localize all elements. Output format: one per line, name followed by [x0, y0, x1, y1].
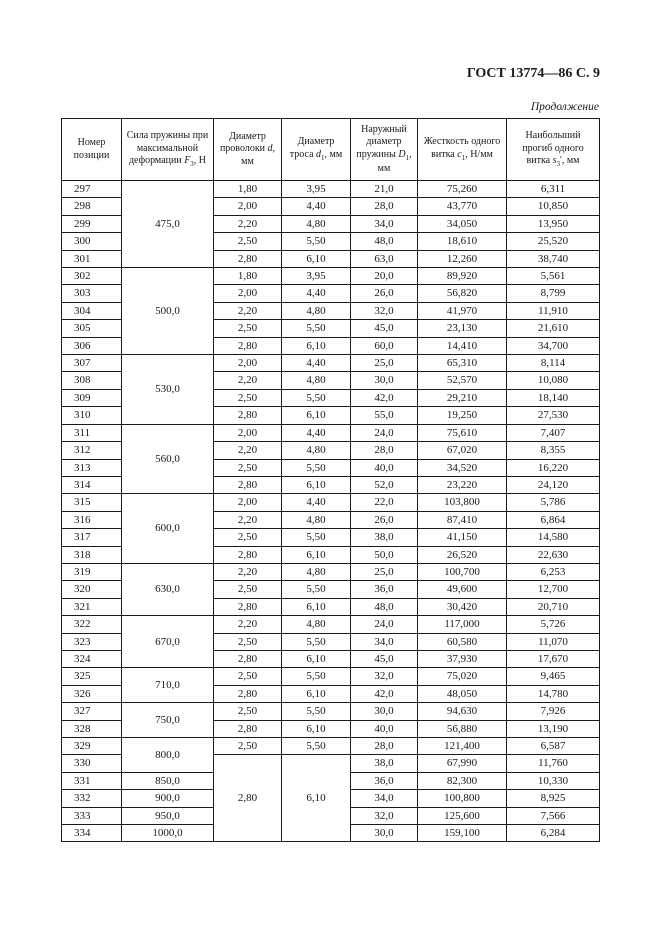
- rope-diameter-cell: 4,40: [282, 285, 351, 302]
- continuation-label: Продолжение: [530, 101, 599, 113]
- col-header-wire-diameter: Диаметр проволоки d, мм: [214, 119, 282, 181]
- rope-diameter-cell: 6,10: [282, 337, 351, 354]
- deflection-cell: 10,330: [507, 772, 600, 789]
- position-cell: 321: [62, 598, 122, 615]
- stiffness-cell: 29,210: [418, 389, 507, 406]
- rope-diameter-cell: 5,50: [282, 459, 351, 476]
- force-cell: 560,0: [122, 424, 214, 494]
- position-cell: 319: [62, 563, 122, 580]
- wire-diameter-cell: 2,50: [214, 459, 282, 476]
- position-cell: 309: [62, 389, 122, 406]
- wire-diameter-cell: 2,50: [214, 738, 282, 755]
- rope-diameter-cell: 6,10: [282, 250, 351, 267]
- wire-diameter-cell: 2,50: [214, 233, 282, 250]
- position-cell: 322: [62, 616, 122, 633]
- stiffness-cell: 121,400: [418, 738, 507, 755]
- outer-diameter-cell: 20,0: [351, 268, 418, 285]
- col-header-force: Сила пружины при максимальной деформации $F_3$, Н: [122, 119, 214, 181]
- position-cell: 307: [62, 355, 122, 372]
- deflection-cell: 8,355: [507, 442, 600, 459]
- rope-diameter-cell: 5,50: [282, 233, 351, 250]
- position-cell: 330: [62, 755, 122, 772]
- rope-diameter-cell: 4,80: [282, 511, 351, 528]
- rope-diameter-cell: 4,40: [282, 494, 351, 511]
- outer-diameter-cell: 24,0: [351, 424, 418, 441]
- wire-diameter-cell: 2,50: [214, 668, 282, 685]
- position-cell: 306: [62, 337, 122, 354]
- deflection-cell: 7,926: [507, 703, 600, 720]
- stiffness-cell: 37,930: [418, 650, 507, 667]
- stiffness-cell: 82,300: [418, 772, 507, 789]
- col-header-outer-diameter: Наружный диаметр пружины $D_1$, мм: [351, 119, 418, 181]
- outer-diameter-cell: 48,0: [351, 233, 418, 250]
- deflection-cell: 8,925: [507, 790, 600, 807]
- outer-diameter-cell: 22,0: [351, 494, 418, 511]
- stiffness-cell: 117,000: [418, 616, 507, 633]
- rope-diameter-cell: 6,10: [282, 685, 351, 702]
- force-cell: 950,0: [122, 807, 214, 824]
- wire-diameter-cell: 2,20: [214, 215, 282, 232]
- wire-diameter-cell: 2,80: [214, 476, 282, 493]
- table-row: [62, 703, 600, 720]
- outer-diameter-cell: 34,0: [351, 215, 418, 232]
- deflection-cell: 17,670: [507, 650, 600, 667]
- stiffness-cell: 41,970: [418, 302, 507, 319]
- force-cell: 600,0: [122, 494, 214, 564]
- deflection-cell: 5,786: [507, 494, 600, 511]
- outer-diameter-cell: 38,0: [351, 529, 418, 546]
- stiffness-cell: 60,580: [418, 633, 507, 650]
- deflection-cell: 22,630: [507, 546, 600, 563]
- stiffness-cell: 94,630: [418, 703, 507, 720]
- wire-diameter-cell: 1,80: [214, 268, 282, 285]
- outer-diameter-cell: 32,0: [351, 302, 418, 319]
- force-cell: 710,0: [122, 668, 214, 703]
- outer-diameter-cell: 40,0: [351, 459, 418, 476]
- wire-diameter-cell: 2,80: [214, 546, 282, 563]
- position-cell: 323: [62, 633, 122, 650]
- stiffness-cell: 100,800: [418, 790, 507, 807]
- rope-diameter-cell: 6,10: [282, 546, 351, 563]
- position-cell: 317: [62, 529, 122, 546]
- stiffness-cell: 23,130: [418, 320, 507, 337]
- wire-diameter-cell: 2,80: [214, 720, 282, 737]
- rope-diameter-cell: 3,95: [282, 268, 351, 285]
- deflection-cell: 13,950: [507, 215, 600, 232]
- wire-diameter-cell: 2,00: [214, 494, 282, 511]
- wire-diameter-cell: 2,20: [214, 563, 282, 580]
- position-cell: 303: [62, 285, 122, 302]
- deflection-cell: 14,580: [507, 529, 600, 546]
- deflection-cell: 25,520: [507, 233, 600, 250]
- position-cell: 299: [62, 215, 122, 232]
- rope-diameter-cell: 5,50: [282, 320, 351, 337]
- deflection-cell: 11,760: [507, 755, 600, 772]
- table-row: [62, 668, 600, 685]
- wire-diameter-cell: 2,20: [214, 302, 282, 319]
- force-cell: 900,0: [122, 790, 214, 807]
- force-cell: 530,0: [122, 355, 214, 425]
- wire-diameter-cell: 2,80: [214, 755, 282, 842]
- col-header-deflection: Наибольший прогиб одного витка $s_3'$, мм: [507, 119, 600, 181]
- spring-table: [61, 118, 600, 842]
- wire-diameter-cell: 2,50: [214, 703, 282, 720]
- outer-diameter-cell: 63,0: [351, 250, 418, 267]
- table-row: [62, 738, 600, 755]
- outer-diameter-cell: 21,0: [351, 181, 418, 198]
- position-cell: 297: [62, 181, 122, 198]
- wire-diameter-cell: 2,20: [214, 616, 282, 633]
- stiffness-cell: 56,820: [418, 285, 507, 302]
- outer-diameter-cell: 26,0: [351, 511, 418, 528]
- outer-diameter-cell: 30,0: [351, 372, 418, 389]
- force-cell: 850,0: [122, 772, 214, 789]
- force-cell: 800,0: [122, 738, 214, 773]
- rope-diameter-cell: 4,40: [282, 424, 351, 441]
- outer-diameter-cell: 28,0: [351, 198, 418, 215]
- position-cell: 315: [62, 494, 122, 511]
- outer-diameter-cell: 30,0: [351, 825, 418, 842]
- wire-diameter-cell: 2,80: [214, 685, 282, 702]
- stiffness-cell: 41,150: [418, 529, 507, 546]
- force-cell: 670,0: [122, 616, 214, 668]
- rope-diameter-cell: 6,10: [282, 407, 351, 424]
- stiffness-cell: 18,610: [418, 233, 507, 250]
- deflection-cell: 6,253: [507, 563, 600, 580]
- outer-diameter-cell: 42,0: [351, 685, 418, 702]
- page-header: ГОСТ 13774—86 С. 9: [466, 66, 600, 81]
- outer-diameter-cell: 42,0: [351, 389, 418, 406]
- rope-diameter-cell: 5,50: [282, 529, 351, 546]
- stiffness-cell: 65,310: [418, 355, 507, 372]
- deflection-cell: 6,587: [507, 738, 600, 755]
- table-row: [62, 355, 600, 372]
- wire-diameter-cell: 2,80: [214, 650, 282, 667]
- stiffness-cell: 67,990: [418, 755, 507, 772]
- rope-diameter-cell: 6,10: [282, 755, 351, 842]
- stiffness-cell: 89,920: [418, 268, 507, 285]
- rope-diameter-cell: 4,40: [282, 198, 351, 215]
- rope-diameter-cell: 4,80: [282, 563, 351, 580]
- stiffness-cell: 87,410: [418, 511, 507, 528]
- deflection-cell: 5,726: [507, 616, 600, 633]
- rope-diameter-cell: 6,10: [282, 720, 351, 737]
- wire-diameter-cell: 2,00: [214, 424, 282, 441]
- deflection-cell: 6,284: [507, 825, 600, 842]
- outer-diameter-cell: 38,0: [351, 755, 418, 772]
- wire-diameter-cell: 2,00: [214, 285, 282, 302]
- stiffness-cell: 30,420: [418, 598, 507, 615]
- stiffness-cell: 159,100: [418, 825, 507, 842]
- stiffness-cell: 75,610: [418, 424, 507, 441]
- rope-diameter-cell: 4,80: [282, 442, 351, 459]
- outer-diameter-cell: 28,0: [351, 442, 418, 459]
- deflection-cell: 11,910: [507, 302, 600, 319]
- deflection-cell: 7,566: [507, 807, 600, 824]
- deflection-cell: 10,080: [507, 372, 600, 389]
- table-row: [62, 616, 600, 633]
- rope-diameter-cell: 4,80: [282, 616, 351, 633]
- position-cell: 311: [62, 424, 122, 441]
- outer-diameter-cell: 55,0: [351, 407, 418, 424]
- position-cell: 300: [62, 233, 122, 250]
- rope-diameter-cell: 6,10: [282, 476, 351, 493]
- position-cell: 324: [62, 650, 122, 667]
- rope-diameter-cell: 4,80: [282, 302, 351, 319]
- force-cell: 1000,0: [122, 825, 214, 842]
- outer-diameter-cell: 52,0: [351, 476, 418, 493]
- outer-diameter-cell: 34,0: [351, 633, 418, 650]
- position-cell: 302: [62, 268, 122, 285]
- rope-diameter-cell: 5,50: [282, 738, 351, 755]
- deflection-cell: 34,700: [507, 337, 600, 354]
- position-cell: 331: [62, 772, 122, 789]
- position-cell: 332: [62, 790, 122, 807]
- outer-diameter-cell: 45,0: [351, 320, 418, 337]
- outer-diameter-cell: 34,0: [351, 790, 418, 807]
- outer-diameter-cell: 36,0: [351, 581, 418, 598]
- outer-diameter-cell: 40,0: [351, 720, 418, 737]
- stiffness-cell: 125,600: [418, 807, 507, 824]
- table-row: [62, 494, 600, 511]
- stiffness-cell: 103,800: [418, 494, 507, 511]
- position-cell: 320: [62, 581, 122, 598]
- wire-diameter-cell: 2,80: [214, 337, 282, 354]
- deflection-cell: 7,407: [507, 424, 600, 441]
- stiffness-cell: 12,260: [418, 250, 507, 267]
- deflection-cell: 12,700: [507, 581, 600, 598]
- col-header-rope-diameter: Диаметр троса $d_1$, мм: [282, 119, 351, 181]
- outer-diameter-cell: 60,0: [351, 337, 418, 354]
- rope-diameter-cell: 6,10: [282, 598, 351, 615]
- wire-diameter-cell: 2,50: [214, 581, 282, 598]
- outer-diameter-cell: 48,0: [351, 598, 418, 615]
- force-cell: 500,0: [122, 268, 214, 355]
- stiffness-cell: 75,020: [418, 668, 507, 685]
- wire-diameter-cell: 2,80: [214, 250, 282, 267]
- table-header-row: [62, 119, 600, 181]
- position-cell: 334: [62, 825, 122, 842]
- force-cell: 630,0: [122, 563, 214, 615]
- deflection-cell: 8,114: [507, 355, 600, 372]
- outer-diameter-cell: 50,0: [351, 546, 418, 563]
- deflection-cell: 20,710: [507, 598, 600, 615]
- position-cell: 325: [62, 668, 122, 685]
- wire-diameter-cell: 2,80: [214, 407, 282, 424]
- wire-diameter-cell: 2,00: [214, 355, 282, 372]
- deflection-cell: 9,465: [507, 668, 600, 685]
- position-cell: 305: [62, 320, 122, 337]
- stiffness-cell: 48,050: [418, 685, 507, 702]
- rope-diameter-cell: 4,80: [282, 372, 351, 389]
- position-cell: 327: [62, 703, 122, 720]
- stiffness-cell: 34,050: [418, 215, 507, 232]
- table-row: [62, 563, 600, 580]
- position-cell: 316: [62, 511, 122, 528]
- deflection-cell: 38,740: [507, 250, 600, 267]
- position-cell: 328: [62, 720, 122, 737]
- position-cell: 333: [62, 807, 122, 824]
- rope-diameter-cell: 3,95: [282, 181, 351, 198]
- stiffness-cell: 49,600: [418, 581, 507, 598]
- stiffness-cell: 75,260: [418, 181, 507, 198]
- position-cell: 310: [62, 407, 122, 424]
- table-row: [62, 424, 600, 441]
- outer-diameter-cell: 26,0: [351, 285, 418, 302]
- rope-diameter-cell: 5,50: [282, 668, 351, 685]
- position-cell: 301: [62, 250, 122, 267]
- col-header-position: Номер позиции: [62, 119, 122, 181]
- rope-diameter-cell: 6,10: [282, 650, 351, 667]
- outer-diameter-cell: 32,0: [351, 668, 418, 685]
- wire-diameter-cell: 2,50: [214, 389, 282, 406]
- position-cell: 312: [62, 442, 122, 459]
- deflection-cell: 5,561: [507, 268, 600, 285]
- stiffness-cell: 43,770: [418, 198, 507, 215]
- wire-diameter-cell: 1,80: [214, 181, 282, 198]
- outer-diameter-cell: 24,0: [351, 616, 418, 633]
- stiffness-cell: 56,880: [418, 720, 507, 737]
- position-cell: 313: [62, 459, 122, 476]
- position-cell: 298: [62, 198, 122, 215]
- position-cell: 308: [62, 372, 122, 389]
- deflection-cell: 16,220: [507, 459, 600, 476]
- outer-diameter-cell: 28,0: [351, 738, 418, 755]
- force-cell: 750,0: [122, 703, 214, 738]
- stiffness-cell: 52,570: [418, 372, 507, 389]
- outer-diameter-cell: 25,0: [351, 355, 418, 372]
- deflection-cell: 11,070: [507, 633, 600, 650]
- wire-diameter-cell: 2,50: [214, 633, 282, 650]
- position-cell: 304: [62, 302, 122, 319]
- stiffness-cell: 100,700: [418, 563, 507, 580]
- position-cell: 318: [62, 546, 122, 563]
- wire-diameter-cell: 2,80: [214, 598, 282, 615]
- wire-diameter-cell: 2,20: [214, 511, 282, 528]
- rope-diameter-cell: 5,50: [282, 581, 351, 598]
- rope-diameter-cell: 4,40: [282, 355, 351, 372]
- stiffness-cell: 19,250: [418, 407, 507, 424]
- deflection-cell: 24,120: [507, 476, 600, 493]
- wire-diameter-cell: 2,50: [214, 320, 282, 337]
- stiffness-cell: 23,220: [418, 476, 507, 493]
- deflection-cell: 8,799: [507, 285, 600, 302]
- wire-diameter-cell: 2,50: [214, 529, 282, 546]
- wire-diameter-cell: 2,00: [214, 198, 282, 215]
- stiffness-cell: 14,410: [418, 337, 507, 354]
- rope-diameter-cell: 5,50: [282, 389, 351, 406]
- wire-diameter-cell: 2,20: [214, 372, 282, 389]
- rope-diameter-cell: 5,50: [282, 633, 351, 650]
- outer-diameter-cell: 32,0: [351, 807, 418, 824]
- outer-diameter-cell: 25,0: [351, 563, 418, 580]
- deflection-cell: 6,311: [507, 181, 600, 198]
- stiffness-cell: 67,020: [418, 442, 507, 459]
- position-cell: 326: [62, 685, 122, 702]
- stiffness-cell: 34,520: [418, 459, 507, 476]
- deflection-cell: 27,530: [507, 407, 600, 424]
- stiffness-cell: 26,520: [418, 546, 507, 563]
- rope-diameter-cell: 4,80: [282, 215, 351, 232]
- outer-diameter-cell: 36,0: [351, 772, 418, 789]
- deflection-cell: 14,780: [507, 685, 600, 702]
- wire-diameter-cell: 2,20: [214, 442, 282, 459]
- deflection-cell: 6,864: [507, 511, 600, 528]
- position-cell: 314: [62, 476, 122, 493]
- table-row: [62, 181, 600, 198]
- force-cell: 475,0: [122, 181, 214, 268]
- deflection-cell: 13,190: [507, 720, 600, 737]
- deflection-cell: 10,850: [507, 198, 600, 215]
- outer-diameter-cell: 45,0: [351, 650, 418, 667]
- deflection-cell: 21,610: [507, 320, 600, 337]
- position-cell: 329: [62, 738, 122, 755]
- table-row: [62, 268, 600, 285]
- col-header-stiffness: Жесткость одного витка $c_1$, Н/мм: [418, 119, 507, 181]
- rope-diameter-cell: 5,50: [282, 703, 351, 720]
- deflection-cell: 18,140: [507, 389, 600, 406]
- outer-diameter-cell: 30,0: [351, 703, 418, 720]
